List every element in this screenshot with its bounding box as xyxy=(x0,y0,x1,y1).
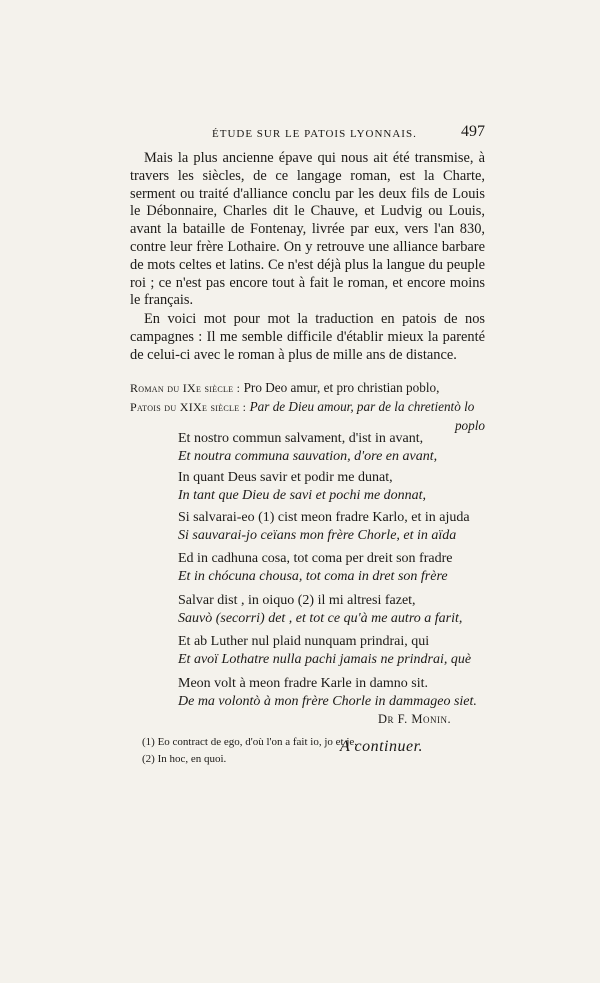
verse-pair xyxy=(178,509,488,545)
footnote: (2) In hoc, en quoi. xyxy=(142,753,227,765)
verse-roman: Salvar dist , in oiquo (2) il mi altresi fazet, xyxy=(178,593,416,608)
patois-text: Par de Dieu amour, par de la chretientò lo xyxy=(249,399,475,414)
verse-patois: In tant que Dieu de savi et pochi me donnat, xyxy=(178,488,427,503)
verse-pair xyxy=(178,469,488,505)
verse-patois: Sauvò (secorri) det , et tot ce qu'à me autro a farit, xyxy=(178,611,463,626)
verse-roman: Meon volt à meon fradre Karle in damno sit. xyxy=(178,676,428,691)
page-number: 497 xyxy=(461,123,485,140)
verse-pair xyxy=(178,430,488,466)
verse-pair xyxy=(178,633,488,669)
verse-roman: In quant Deus savir et podir me dunat, xyxy=(178,470,393,485)
roman-text: Pro Deo amur, et pro christian poblo, xyxy=(243,380,440,395)
author-signature: Dr F. Monin. xyxy=(378,712,452,726)
verse-patois: Et avoï Lothatre nulla pachi jamais ne prindrai, què xyxy=(178,652,472,667)
roman-label: Roman du IXe siècle : xyxy=(130,381,241,395)
verse-roman: Et ab Luther nul plaid nunquam prindrai, qui xyxy=(178,634,430,649)
verse-patois: Si sauvarai-jo ceïans mon frère Chorle, et in aïda xyxy=(178,528,457,543)
verse-roman: Ed in cadhuna cosa, tot coma per dreit son fradre xyxy=(178,551,453,566)
verse-roman: Si salvarai-eo (1) cist meon fradre Karlo, et in ajuda xyxy=(178,510,470,525)
verse-patois: De ma volontò à mon frère Chorle in dammageo siet. xyxy=(178,694,477,709)
verse-patois: Et in chócuna chousa, tot coma in dret son frère xyxy=(178,569,448,584)
roman-line xyxy=(130,380,485,396)
continuation-note: A continuer. xyxy=(340,738,424,755)
verse-patois: Et noutra communa sauvation, d'ore en avant, xyxy=(178,449,438,464)
paragraph: En voici mot pour mot la traduction en patois de nos campagnes : Il me semble difficile d'établir mieux la parenté de celui-ci avec le roman à plus de mille ans de distance. xyxy=(130,311,485,363)
verse-roman: Et nostro commun salvament, d'ist in avant, xyxy=(178,431,424,446)
verse-pair xyxy=(178,550,488,586)
paragraph: Mais la plus ancienne épave qui nous ait été transmise, à travers les siècles, de ce langage roman, est la Charte, serment ou traité d'alliance conclu par les deux fils de Louis le Débonnaire, Charles dit le Chauve, et Ludvig ou Louis, avant la bataille de Fontenay, livrée par eux, vers l'an 830, contre leur frère Lothaire. On y retrouve une alliance barbare de mots celtes et latins. Ce n'est déjà plus la langue du peuple roi ; ce n'est pas encore tout à fait le roman, et encore moins le français. xyxy=(130,150,485,309)
patois-line xyxy=(130,399,485,415)
patois-label: Patois du XIXe siècle : xyxy=(130,400,247,414)
footnote: (1) Eo contract de ego, d'où l'on a fait io, jo et je. xyxy=(142,736,358,748)
running-title: ÉTUDE SUR LE PATOIS LYONNAIS. xyxy=(212,128,417,140)
body-text xyxy=(130,150,485,365)
verse-pair xyxy=(178,592,488,628)
patois-overflow: poplo xyxy=(454,418,485,433)
verse-pair xyxy=(178,675,488,711)
